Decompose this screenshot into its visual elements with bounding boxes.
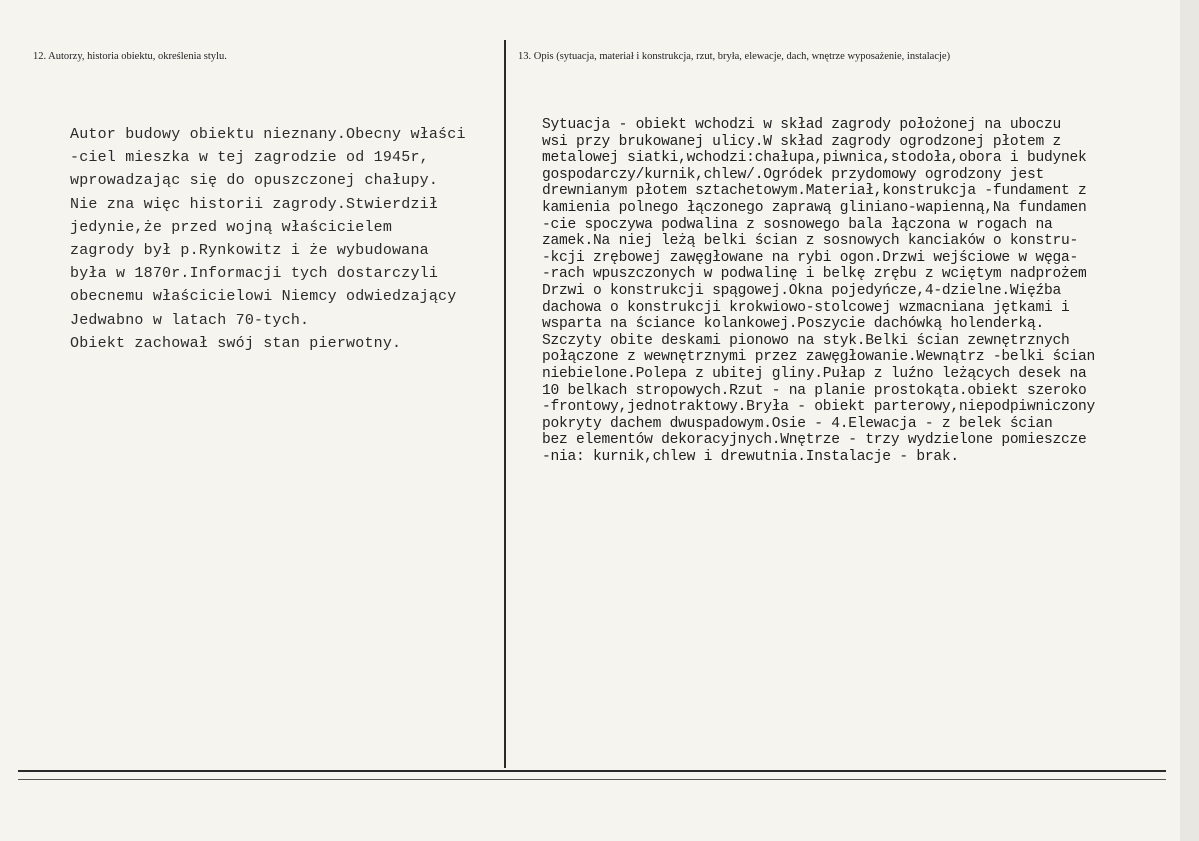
history-text: Autor budowy obiektu nieznany.Obecny właści -ciel mieszka w tej zagrodzie od 1945r, wprowadzając się do opuszczonej chałupy. Nie zna więc historii zagrody.Stwierdził jedynie,że przed wojną właścicielem zagrody był p.Rynkowitz i że wybudowana była w 1870r.Informacji tych dostarczyli obecnemu właścicielowi Niemcy odwiedzający Jedwabno w latach 70-tych. Obiekt zachował swój stan pierwotny. bbox=[70, 126, 466, 352]
column-divider bbox=[504, 40, 506, 768]
section-12-header: 12. Autorzy, historia obiektu, określenia stylu. bbox=[33, 51, 227, 62]
section-13-header: 13. Opis (sytuacja, materiał i konstrukcja, rzut, bryła, elewacje, dach, wnętrze wyposażenie, instalacje) bbox=[518, 51, 951, 62]
description-text: Sytuacja - obiekt wchodzi w skład zagrody położonej na uboczu wsi przy brukowanej ulicy.W skład zagrody ogrodzonej płotem z metalowej siatki,wchodzi:chałupa,piwnica,stodoła,obora i budynek gospodarczy/kurnik,chlew/.Ogródek przydomowy ogrodzony jest drewnianym płotem sztachetowym.Materiał,konstrukcja -fundament z kamienia polnego łączonego zaprawą gliniano-wapienną,Na fundamen -cie spoczywa podwalina z sosnowego bala łączona w rogach na zamek.Na niej leżą belki ścian z sosnowych kanciaków o konstru- -kcji zrębowej zawęgłowane na rybi ogon.Drzwi wejściowe w węga- -rach wpuszczonych w podwalinę i belkę zrębu z wciętym nadprożem Drzwi o konstrukcji spągowej.Okna pojedyńcze,4-dzielne.Więźba dachowa o konstrukcji krokwiowo-stolcowej wzmacniana jętkami i wsparta na ściance kolankowej.Poszycie dachówką holenderką. Szczyty obite deskami pionowo na styk.Belki ścian zewnętrznych połączone z wewnętrznymi przez zawęgłowanie.Wewnątrz -belki ścian niebielone.Polepa z ubitej gliny.Pułap z luźno leżących desek na 10 belkach stropowych.Rzut - na planie prostokąta.obiekt szeroko -frontowy,jednotraktowy.Bryła - obiekt parterowy,niepodpiwniczony pokryty dachem dwuspadowym.Osie - 4.Elewacja - z belek ścian bez elementów dekoracyjnych.Wnętrze - trzy wydzielone pomieszcze -nia: kurnik,chlew i drewutnia.Instalacje - brak. bbox=[542, 117, 1095, 465]
bottom-rule bbox=[18, 770, 1166, 772]
bottom-rule-secondary bbox=[18, 779, 1166, 780]
